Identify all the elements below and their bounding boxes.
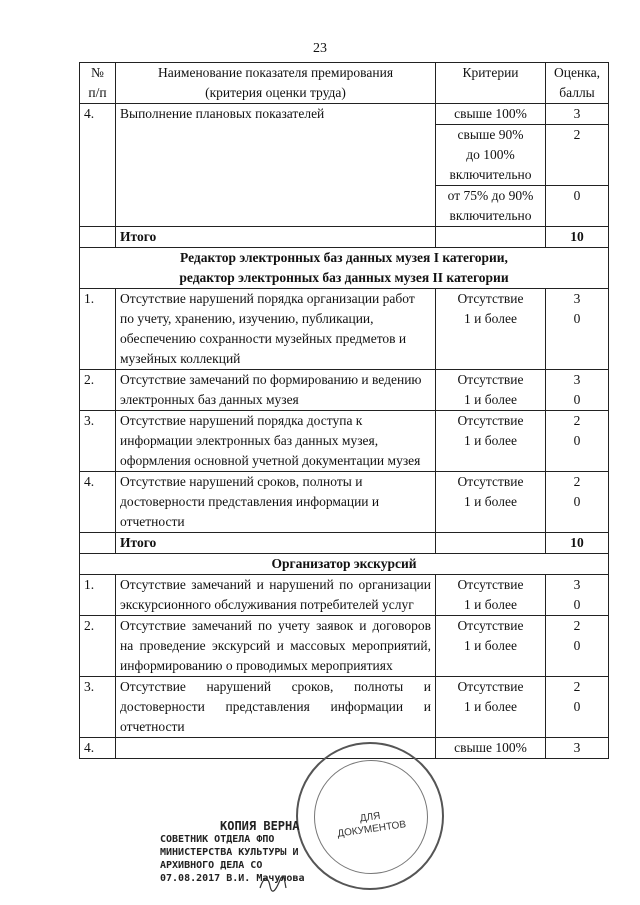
table-row (80, 289, 609, 370)
header-num: № п/п (80, 63, 116, 104)
section-header (80, 554, 609, 575)
row-score: 3 (546, 738, 609, 759)
row-num: 4. (80, 472, 116, 533)
row-name: Отсутствие нарушений сроков, полноты и достоверности представления информации и отчетности (116, 677, 436, 738)
total-value: 10 (546, 533, 609, 554)
row-criteria: Отсутствие 1 и более (436, 677, 546, 738)
header-row (80, 63, 609, 104)
criteria-table (79, 62, 609, 759)
section-title: Редактор электронных баз данных музея I категории, редактор электронных баз данных музея II категории (80, 248, 609, 289)
row-name: Отсутствие нарушений порядка доступа к информации электронных баз данных музея, оформления основной учетной документации музея (116, 411, 436, 472)
signature-scribble (258, 874, 288, 892)
cert-line-ministry: МИНИСТЕРСТВА КУЛЬТУРЫ И (160, 847, 299, 858)
row-num: 1. (80, 575, 116, 616)
section-title: Организатор экскурсий (80, 554, 609, 575)
table-row (80, 472, 609, 533)
row-score: 2 0 (546, 411, 609, 472)
table-row (80, 104, 609, 125)
row-num: 1. (80, 289, 116, 370)
row-criteria: свыше 100% (436, 738, 546, 759)
header-score: Оценка, баллы (546, 63, 609, 104)
section-header (80, 248, 609, 289)
row-name: Отсутствие нарушений порядка организации работ по учету, хранению, изучению, публикации, обеспечению сохранности музейных предметов и музейных коллекций (116, 289, 436, 370)
header-criteria: Критерии (436, 63, 546, 104)
row-score: 0 (546, 186, 609, 227)
cert-line-copy: КОПИЯ ВЕРНА (220, 819, 300, 833)
row-criteria: свыше 100% (436, 104, 546, 125)
total-label: Итого (116, 227, 436, 248)
total-value: 10 (546, 227, 609, 248)
row-name: Отсутствие замечаний по учету заявок и договоров на проведение экскурсий и массовых мероприятий, информированию о проводимых мероприятиях (116, 616, 436, 677)
row-criteria: Отсутствие 1 и более (436, 411, 546, 472)
row-criteria: Отсутствие 1 и более (436, 370, 546, 411)
table-row (80, 616, 609, 677)
table-row (80, 411, 609, 472)
total-row (80, 533, 609, 554)
row-score: 2 0 (546, 677, 609, 738)
row-name: Отсутствие замечаний и нарушений по организации экскурсионного обслуживания потребителей услуг (116, 575, 436, 616)
header-name: Наименование показателя премирования (критерия оценки труда) (116, 63, 436, 104)
row-num: 3. (80, 411, 116, 472)
total-label: Итого (116, 533, 436, 554)
row-name: Выполнение плановых показателей (116, 104, 436, 227)
total-row (80, 227, 609, 248)
row-score: 3 0 (546, 575, 609, 616)
row-score: 3 (546, 104, 609, 125)
row-num: 2. (80, 370, 116, 411)
row-criteria: Отсутствие 1 и более (436, 616, 546, 677)
row-criteria: свыше 90% до 100% включительно (436, 125, 546, 186)
cert-line-department: АРХИВНОГО ДЕЛА СО (160, 860, 263, 871)
row-num: 4. (80, 104, 116, 227)
table-row (80, 575, 609, 616)
page-number: 23 (313, 41, 327, 56)
certification-block (160, 820, 350, 885)
row-num: 3. (80, 677, 116, 738)
row-criteria: от 75% до 90% включительно (436, 186, 546, 227)
row-criteria: Отсутствие 1 и более (436, 472, 546, 533)
row-name: Отсутствие нарушений сроков, полноты и достоверности представления информации и отчетности (116, 472, 436, 533)
row-criteria: Отсутствие 1 и более (436, 289, 546, 370)
stamp-center-text: ДЛЯ ДОКУМЕНТОВ (336, 810, 407, 840)
table-row (80, 677, 609, 738)
table-row (80, 370, 609, 411)
cert-line-position: СОВЕТНИК ОТДЕЛА ФПО (160, 834, 275, 845)
row-num: 2. (80, 616, 116, 677)
row-name: Отсутствие замечаний по формированию и ведению электронных баз данных музея (116, 370, 436, 411)
row-num: 4. (80, 738, 116, 759)
row-score: 2 (546, 125, 609, 186)
row-score: 2 0 (546, 472, 609, 533)
row-score: 2 0 (546, 616, 609, 677)
row-criteria: Отсутствие 1 и более (436, 575, 546, 616)
row-score: 3 0 (546, 370, 609, 411)
cert-line-date-name: 07.08.2017 В.И. Мачулова (160, 873, 305, 884)
row-score: 3 0 (546, 289, 609, 370)
